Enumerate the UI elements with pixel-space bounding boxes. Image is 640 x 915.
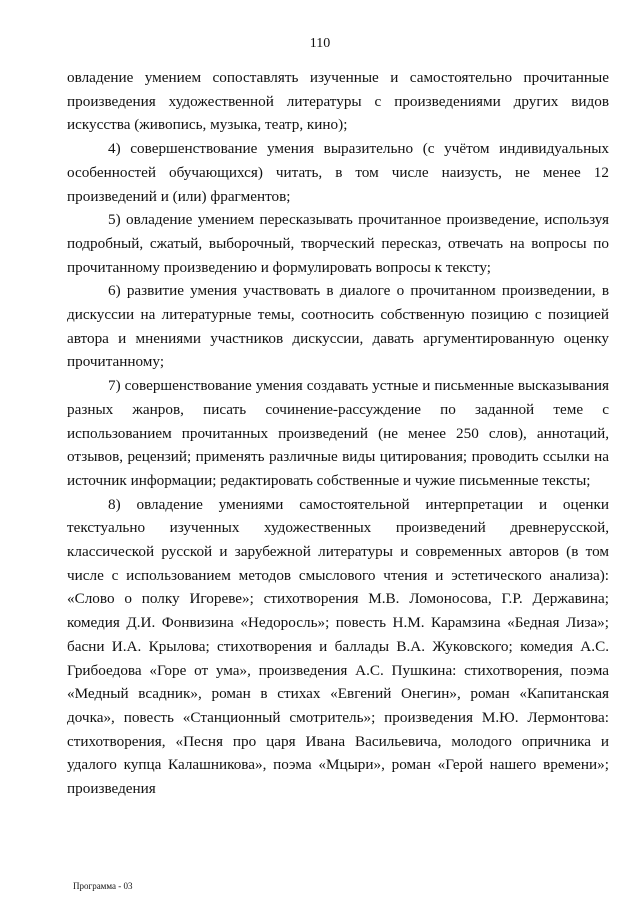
document-body bbox=[67, 66, 609, 801]
page-footer: Программа - 03 bbox=[73, 881, 133, 891]
page-number: 110 bbox=[309, 36, 331, 51]
paragraph-continuation: овладение умением сопоставлять изученные и самостоятельно прочитанные произведения художественной литературы с произведениями других видов искусства (живопись, музыка, театр, кино); bbox=[67, 69, 609, 134]
paragraph-item-5: 5) овладение умением пересказывать прочитанное произведение, используя подробный, сжатый, выборочный, творческий пересказ, отвечать на вопросы по прочитанному произведению и формулировать вопросы к тексту; bbox=[67, 211, 609, 276]
paragraph-item-8: 8) овладение умениями самостоятельной интерпретации и оценки текстуально изученных художественных произведений древнерусской, классической русской и зарубежной литературы и современных авторов (в том числе с использованием методов смыслового чтения и эстетического анализа): «Слово о полку Игореве»; стихотворения М.В. Ломоносова, Г.Р. Державина; комедия Д.И. Фонвизина «Недоросль»; повесть Н.М. Карамзина «Бедная Лиза»; басни И.А. Крылова; стихотворения и баллады В.А. Жуковского; комедия А.С. Грибоедова «Горе от ума», произведения А.С. Пушкина: стихотворения, поэма «Медный всадник», роман в стихах «Евгений Онегин», роман «Капитанская дочка», повесть «Станционный смотритель»; произведения М.Ю. Лермонтова: стихотворения, «Песня про царя Ивана Васильевича, молодого опричника и удалого купца Калашникова», поэма «Мцыри», роман «Герой нашего времени»; произведения bbox=[67, 495, 609, 798]
paragraph-item-6: 6) развитие умения участвовать в диалоге о прочитанном произведении, в дискуссии на литературные темы, соотносить собственную позицию с позицией автора и мнениями участников дискуссии, давать аргументированную оценку прочитанному; bbox=[67, 282, 609, 371]
paragraph-item-4: 4) совершенствование умения выразительно (с учётом индивидуальных особенностей обучающихся) читать, в том числе наизусть, не менее 12 произведений и (или) фрагментов; bbox=[67, 140, 609, 205]
paragraph-item-7: 7) совершенствование умения создавать устные и письменные высказывания разных жанров, писать сочинение-рассуждение по заданной теме с использованием прочитанных произведений (не менее 250 слов), аннотаций, отзывов, рецензий; применять различные виды цитирования; проводить ссылки на источник информации; редактировать собственные и чужие письменные тексты; bbox=[67, 377, 609, 489]
